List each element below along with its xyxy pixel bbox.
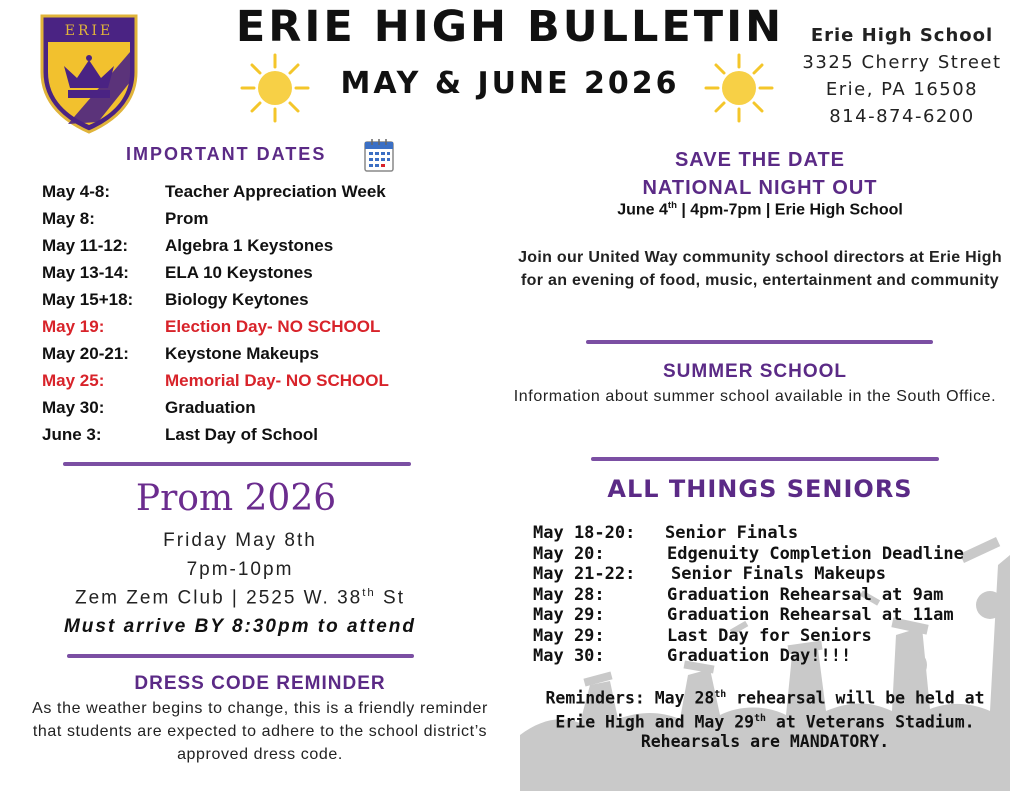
prom-venue — [40, 587, 440, 609]
section-divider — [586, 340, 933, 344]
dress-code-heading: DRESS CODE REMINDER — [134, 673, 386, 694]
list-item — [42, 425, 442, 452]
date-label: May 15+18: — [42, 290, 134, 309]
date-label: May 30: — [533, 646, 605, 666]
save-the-date-title: SAVE THE DATE — [674, 149, 846, 171]
crest-text: ERIE — [64, 23, 114, 39]
reminder-superscript: th — [714, 689, 727, 700]
seniors-reminder — [535, 685, 995, 752]
list-item — [533, 605, 1013, 626]
list-item — [42, 371, 442, 398]
prom-time: 7pm-10pm — [186, 559, 294, 580]
important-dates-heading: IMPORTANT DATES — [126, 144, 327, 164]
date-label: May 4-8: — [42, 182, 111, 201]
school-address — [796, 22, 1008, 130]
event-label: ELA 10 Keystones — [165, 263, 313, 282]
sun-icon — [704, 53, 774, 123]
event-label: Senior Finals — [665, 523, 799, 543]
list-item — [42, 263, 442, 290]
list-item — [533, 544, 1013, 565]
date-label: May 18-20: — [533, 523, 636, 543]
list-item — [42, 317, 442, 344]
bulletin-title: ERIE HIGH BULLETIN — [235, 2, 785, 52]
save-the-date-body: Join our United Way community school directors at Erie High for an evening of food, music, entertainment and community — [518, 249, 1002, 289]
save-the-date-details — [510, 200, 1010, 219]
reminder-text: at Veterans Stadium. Rehearsals are MANDATORY. — [640, 712, 975, 751]
list-item — [533, 646, 1013, 667]
save-the-date-heading — [510, 146, 1010, 202]
list-item — [533, 523, 1013, 544]
school-city: Erie, PA 16508 — [825, 79, 979, 100]
date-label: May 8: — [42, 209, 95, 228]
event-label: Graduation Day!!!! — [667, 646, 852, 666]
calendar-icon — [364, 138, 394, 172]
date-label: May 30: — [42, 398, 105, 417]
section-divider — [591, 457, 939, 461]
school-name: Erie High School — [810, 25, 994, 46]
venue-superscript: th — [362, 587, 376, 599]
prom-date: Friday May 8th — [163, 530, 317, 551]
bulletin-subtitle: MAY & JUNE 2026 — [340, 66, 680, 101]
venue-text: Zem Zem Club | 2525 W. 38 — [75, 587, 363, 609]
event-label: Teacher Appreciation Week — [165, 182, 386, 201]
school-phone: 814-874-6200 — [829, 106, 975, 127]
event-label: Last Day for Seniors — [667, 625, 872, 646]
list-item — [533, 564, 1013, 585]
event-label: Edgenuity Completion Deadline — [667, 543, 964, 564]
school-street: 3325 Cherry Street — [802, 52, 1002, 73]
event-label: Election Day- NO SCHOOL — [165, 317, 381, 336]
reminder-text: rehearsal will be held at Erie High and May 29 — [555, 688, 985, 731]
section-divider — [67, 654, 414, 658]
date-label: May 20: — [533, 543, 605, 564]
date-label: May 28: — [533, 584, 605, 605]
event-label: Biology Keytones — [165, 290, 309, 309]
date-label: May 13-14: — [42, 263, 129, 282]
event-label: Last Day of School — [165, 425, 319, 444]
reminder-superscript: th — [754, 712, 766, 724]
date-label: June 3: — [42, 425, 102, 444]
date-label: May 29: — [533, 605, 605, 625]
section-divider — [63, 462, 411, 466]
event-name: NATIONAL NIGHT OUT — [642, 177, 878, 199]
date-label: May 29: — [533, 625, 605, 646]
list-item — [42, 236, 442, 263]
event-label: Graduation Rehearsal at 9am — [667, 584, 944, 605]
event-label: Prom — [165, 209, 209, 228]
important-dates-list — [42, 182, 442, 452]
summer-school-text: Information about summer school available in the South Office. — [513, 388, 997, 405]
list-item — [42, 290, 442, 317]
seniors-dates-list — [533, 523, 1013, 667]
reminder-text: Reminders: May 28 — [545, 688, 715, 708]
seniors-heading: ALL THINGS SENIORS — [607, 475, 913, 503]
summer-school-heading: SUMMER SCHOOL — [663, 361, 847, 382]
event-label: Senior Finals Makeups — [671, 564, 886, 584]
details-time-place: | 4pm-7pm | Erie High School — [676, 201, 903, 219]
list-item — [42, 344, 442, 371]
event-label: Algebra 1 Keystones — [165, 236, 334, 255]
event-label: Graduation Rehearsal at 11am — [667, 605, 954, 625]
date-label: May 21-22: — [533, 564, 636, 584]
event-label: Memorial Day- NO SCHOOL — [165, 371, 389, 390]
school-crest-logo — [38, 12, 140, 134]
prom-arrival-note: Must arrive BY 8:30pm to attend — [63, 616, 416, 637]
details-date: June 4 — [617, 201, 668, 219]
list-item — [42, 398, 442, 425]
date-label: May 20-21: — [42, 344, 129, 363]
event-label: Keystone Makeups — [165, 344, 319, 363]
date-label: May 25: — [42, 371, 105, 390]
event-label: Graduation — [165, 398, 256, 417]
list-item — [533, 585, 1013, 606]
date-label: May 11-12: — [42, 236, 128, 255]
list-item — [533, 626, 1013, 647]
dress-code-text: As the weather begins to change, this is a friendly reminder that students are expected to adhere to the school district’s approved dress code. — [32, 700, 488, 763]
list-item — [42, 209, 442, 236]
venue-text-end: St — [375, 587, 405, 609]
date-label: May 19: — [42, 317, 105, 336]
list-item — [42, 182, 442, 209]
prom-heading: Prom 2026 — [135, 478, 337, 519]
details-superscript: th — [667, 200, 677, 211]
